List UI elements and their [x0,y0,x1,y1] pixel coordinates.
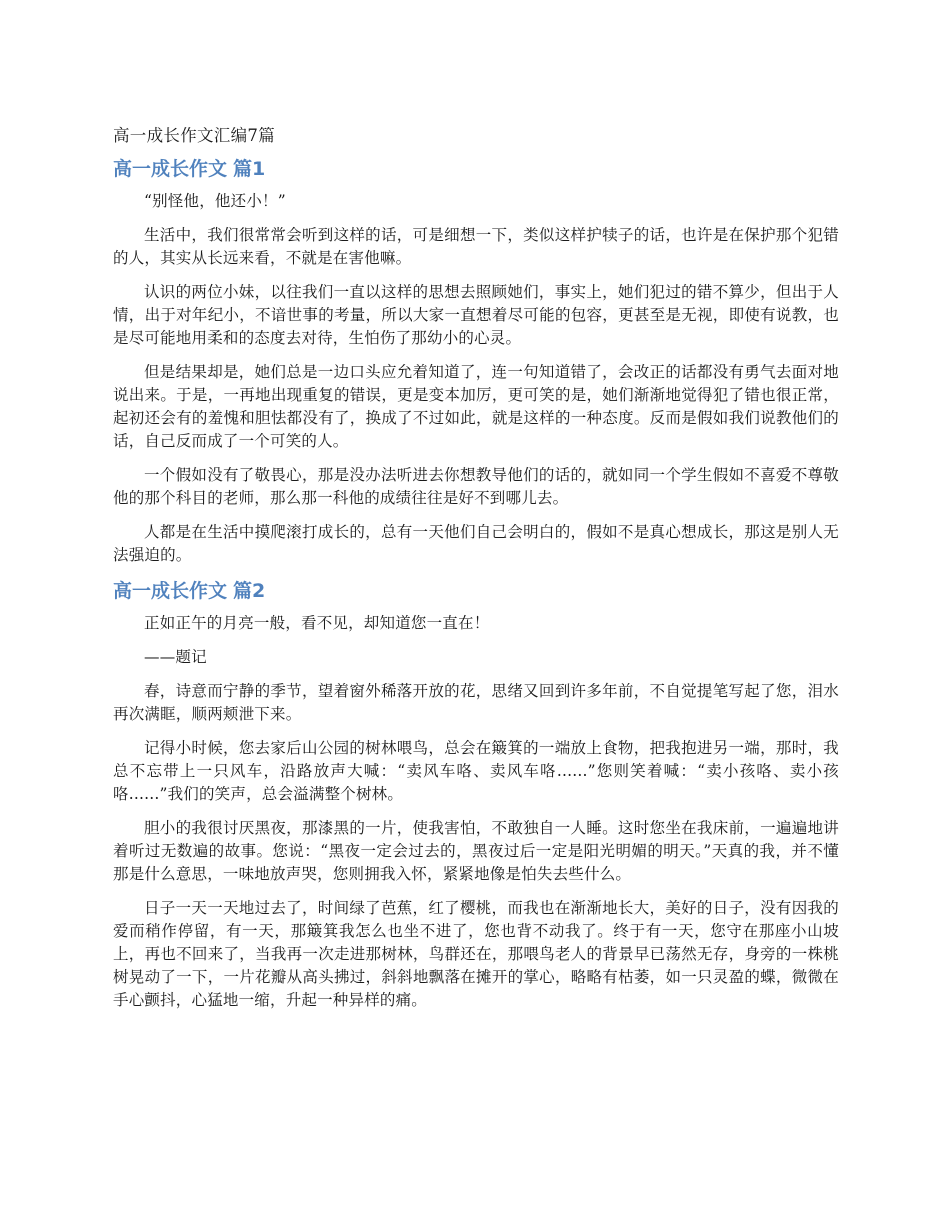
paragraph: 正如正午的月亮一般，看不见，却知道您一直在！ [144,614,490,632]
paragraph: 生活中，我们很常常会听到这样的话，可是细想一下，类似这样护犊子的话，也许是在保护那个犯错的人，其实从长远来看，不就是在害他嘛。 [113,226,839,267]
section-2 [113,578,839,1012]
paragraph: “别怪他，他还小！” [144,192,286,210]
paragraph: 日子一天一天地过去了，时间绿了芭蕉，红了樱桃，而我也在渐渐地长大，美好的日子，没有因我的爱而稍作停留，有一天，那簸箕我怎么也坐不进了，您也背不动我了。终于有一天，您守在那座小山坡上，再也不回来了，当我再一次走进那树林，鸟群还在，那喂鸟老人的背景早已荡然无存，身旁的一株桃树晃动了一下，一片花瓣从高头拂过，斜斜地飘落在摊开的掌心，略略有枯萎，如一只灵盈的蝶，微微在手心颤抖，心猛地一缩，升起一种异样的痛。 [113,899,839,1009]
section-heading-text: 高一成长作文 [113,580,228,602]
document-page [113,124,839,1023]
paragraph: 春，诗意而宁静的季节，望着窗外稀落开放的花，思绪又回到许多年前，不自觉提笔写起了您，泪水再次满眶，顺两颊泄下来。 [113,682,839,723]
section-heading-text: 高一成长作文 [113,158,228,180]
paragraph: 一个假如没有了敬畏心，那是没办法听进去你想教导他们的话的，就如同一个学生假如不喜爱不尊敬他的那个科目的老师，那么那一科他的成绩往往是好不到哪儿去。 [113,466,839,507]
paragraph: 人都是在生活中摸爬滚打成长的，总有一天他们自己会明白的，假如不是真心想成长，那这是别人无法强迫的。 [113,523,839,564]
paragraph: 记得小时候，您去家后山公园的树林喂鸟，总会在簸箕的一端放上食物，把我抱进另一端，那时，我总不忘带上一只风车，沿路放声大喊：“卖风车咯、卖风车咯......”您则笑着喊：“卖小孩咯、卖小孩咯......”我们的笑声，总会溢满整个树林。 [113,739,839,803]
paragraph: 认识的两位小妹，以往我们一直以这样的思想去照顾她们，事实上，她们犯过的错不算少，但出于人情，出于对年纪小，不谙世事的考量，所以大家一直想着尽可能的包容，更甚至是无视，即使有说教，也是尽可能地用柔和的态度去对待，生怕伤了那幼小的心灵。 [113,283,839,347]
paragraph: ——题记 [144,648,207,666]
section-heading [113,578,839,604]
paragraph: 胆小的我很讨厌黑夜，那漆黑的一片，使我害怕，不敢独自一人睡。这时您坐在我床前，一遍遍地讲着听过无数遍的故事。您说：“黑夜一定会过去的，黑夜过后一定是阳光明媚的明天。”天真的我，并不懂那是什么意思，一味地放声哭，您则拥我入怀，紧紧地像是怕失去些什么。 [113,819,839,883]
section-1 [113,156,839,567]
section-heading [113,156,839,182]
paragraph: 但是结果却是，她们总是一边口头应允着知道了，连一句知道错了，会改正的话都没有勇气去面对地说出来。于是，一再地出现重复的错误，更是变本加厉，更可笑的是，她们渐渐地觉得犯了错也很正常，起初还会有的羞愧和胆怯都没有了，换成了不过如此，就是这样的一种态度。反而是假如我们说教他们的话，自己反而成了一个可笑的人。 [113,363,839,450]
document-title: 高一成长作文汇编7篇 [113,126,275,145]
section-number: 篇2 [233,580,266,602]
section-number: 篇1 [233,158,266,180]
